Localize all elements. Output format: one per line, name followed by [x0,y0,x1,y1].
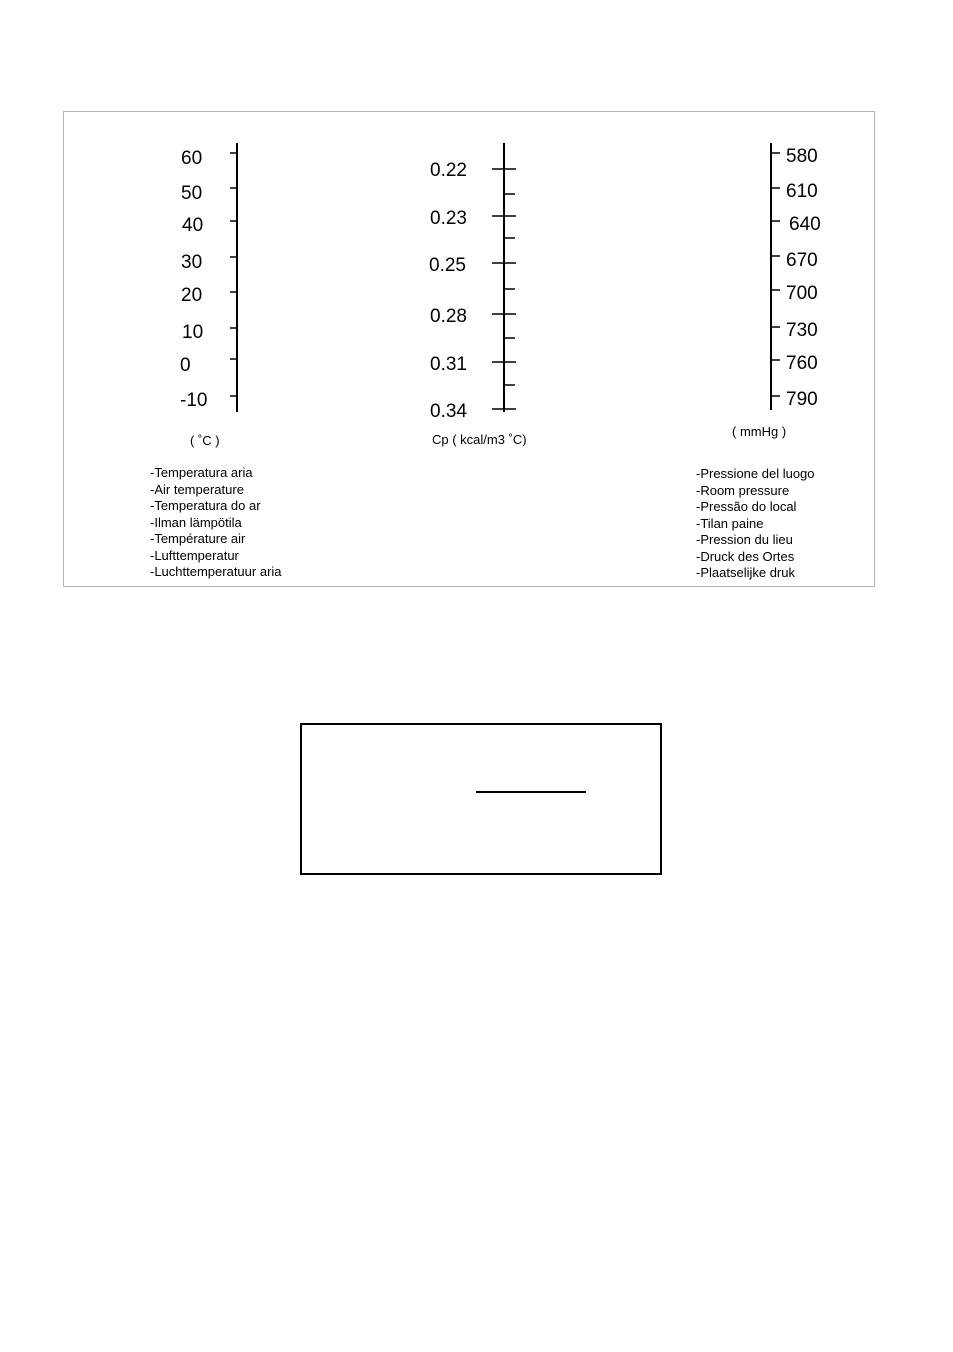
pressure-tick-label: 700 [786,283,818,304]
temperature-scale [180,143,237,448]
pressure-tick-label: 640 [789,214,821,235]
cp-tick-label: 0.31 [430,354,467,375]
pressure-tick-label: 580 [786,146,818,167]
pressure-tick-label: 670 [786,250,818,271]
cp-tick-label: 0.28 [430,306,467,327]
legend-item: -Pressione del luogo [696,466,815,481]
temperature-tick-label: -10 [180,390,208,411]
legend-item: -Pression du lieu [696,532,793,547]
legend-item: -Plaatselijke druk [696,565,795,580]
legend-item: -Temperatura aria [150,465,253,480]
temperature-legend [150,465,282,581]
pressure-tick-label: 730 [786,320,818,341]
cp-tick-label: 0.23 [430,208,467,229]
cp-tick-label: 0.34 [430,401,467,422]
temperature-tick-label: 0 [180,355,191,376]
cp-scale [429,143,527,447]
cp-tick-label: 0.25 [429,255,466,276]
legend-item: -Druck des Ortes [696,548,795,564]
legend-item: -Luchttemperatuur aria [150,564,282,579]
pressure-tick-label: 760 [786,353,818,374]
cp-tick-label: 0.22 [430,160,467,181]
pressure-tick-label: 790 [786,389,818,410]
fraction-line [476,791,586,793]
legend-item: -Ilman lämpötila [150,514,242,530]
temperature-tick-label: 30 [181,252,203,273]
temperature-unit-label: ( ˚C ) [190,433,220,448]
legend-item: -Air temperature [150,481,244,497]
temperature-tick-label: 40 [182,215,204,236]
temperature-tick-label: 20 [181,285,203,306]
temperature-tick-label: 60 [181,148,203,169]
legend-item: -Room pressure [696,482,790,498]
legend-item: -Lufttemperatur [150,547,239,563]
pressure-unit-label: ( mmHg ) [732,424,787,439]
legend-item: -Temperatura do ar [150,498,261,513]
formula-box [300,723,662,875]
pressure-scale [732,143,821,439]
temperature-tick-label: 50 [181,183,203,204]
nomogram-panel [63,111,875,587]
legend-item: -Température air [150,531,246,546]
legend-item: -Pressão do local [696,499,797,514]
legend-item: -Tilan paine [696,515,764,531]
pressure-legend [696,466,815,582]
cp-unit-label: Cp ( kcal/m3 ˚C) [432,432,527,447]
temperature-tick-label: 10 [182,322,204,343]
pressure-tick-label: 610 [786,181,818,202]
